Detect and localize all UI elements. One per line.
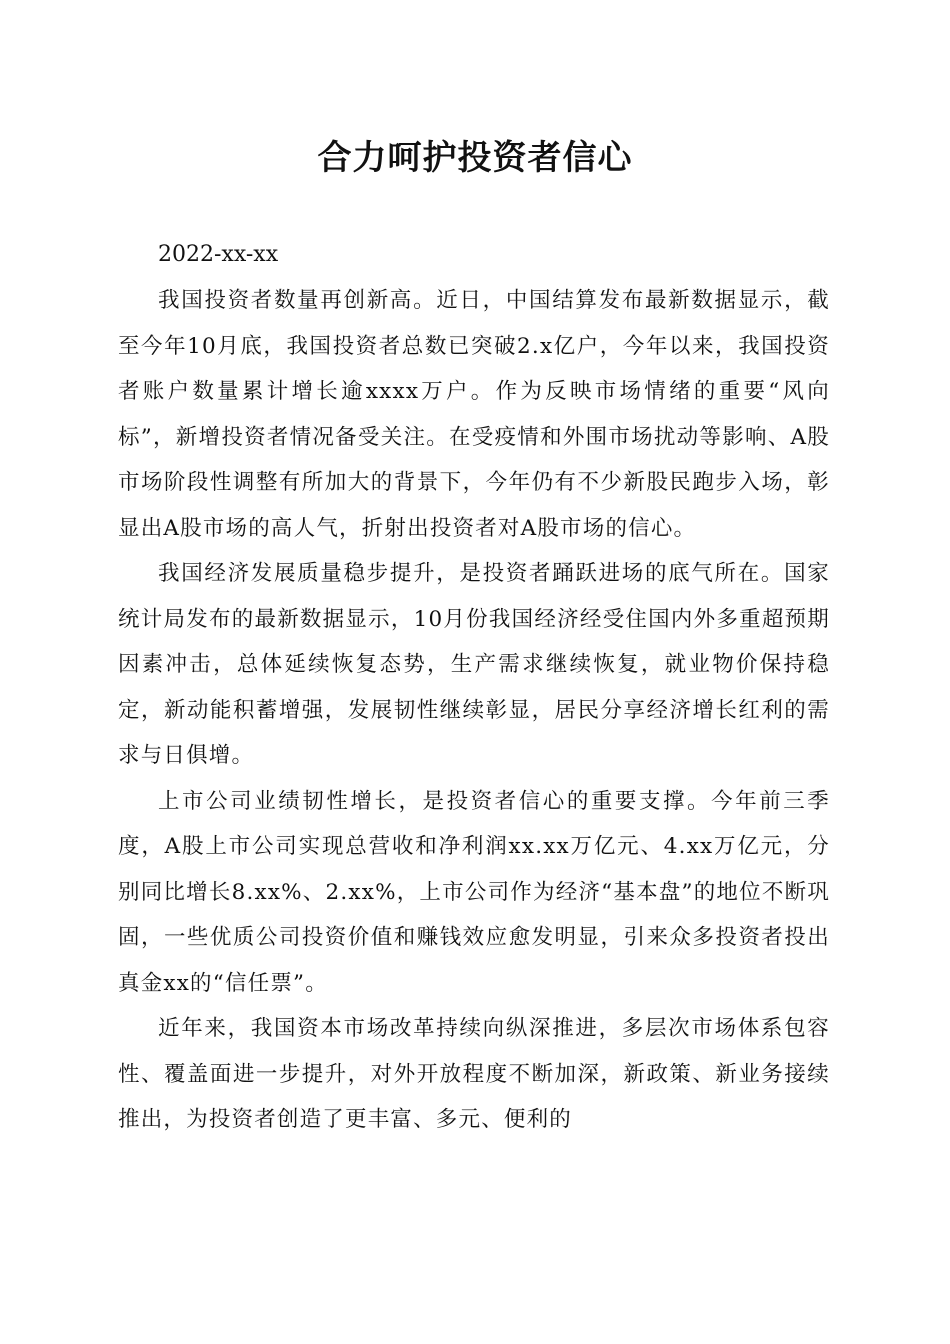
paragraph-2: 我国经济发展质量稳步提升，是投资者踊跃进场的底气所在。国家统计局发布的最新数据显示，10月份我国经济经受住国内外多重超预期因素冲击，总体延续恢复态势，生产需求继续恢复，就业物价保持稳定，新动能积蓄增强，发展韧性继续彰显，居民分享经济增长红利的需求与日俱增。 — [118, 561, 830, 768]
paragraph-1: 我国投资者数量再创新高。近日，中国结算发布最新数据显示，截至今年10月底，我国投资者总数已突破2.x亿户，今年以来，我国投资者账户数量累计增长逾xxxx万户。作为反映市场情绪的重要“风向标”，新增投资者情况备受关注。在受疫情和外围市场扰动等影响、A股市场阶段性调整有所加大的背景下，今年仍有不少新股民跑步入场，彰显出A股市场的高人气，折射出投资者对A股市场的信心。 — [118, 288, 830, 541]
document-body — [118, 232, 830, 1143]
paragraph-4: 近年来，我国资本市场改革持续向纵深推进，多层次市场体系包容性、覆盖面进一步提升，对外开放程度不断加深，新政策、新业务接续推出，为投资者创造了更丰富、多元、便利的 — [118, 1016, 830, 1132]
document-date: 2022-xx-xx — [158, 242, 279, 267]
document-title: 合力呵护投资者信心 — [317, 138, 633, 178]
paragraph-3: 上市公司业绩韧性增长，是投资者信心的重要支撑。今年前三季度，A股上市公司实现总营收和净利润xx.xx万亿元、4.xx万亿元，分别同比增长8.xx%、2.xx%，上市公司作为经济“基本盘”的地位不断巩固，一些优质公司投资价值和赚钱效应愈发明显，引来众多投资者投出真金xx的“信任票”。 — [118, 788, 830, 996]
